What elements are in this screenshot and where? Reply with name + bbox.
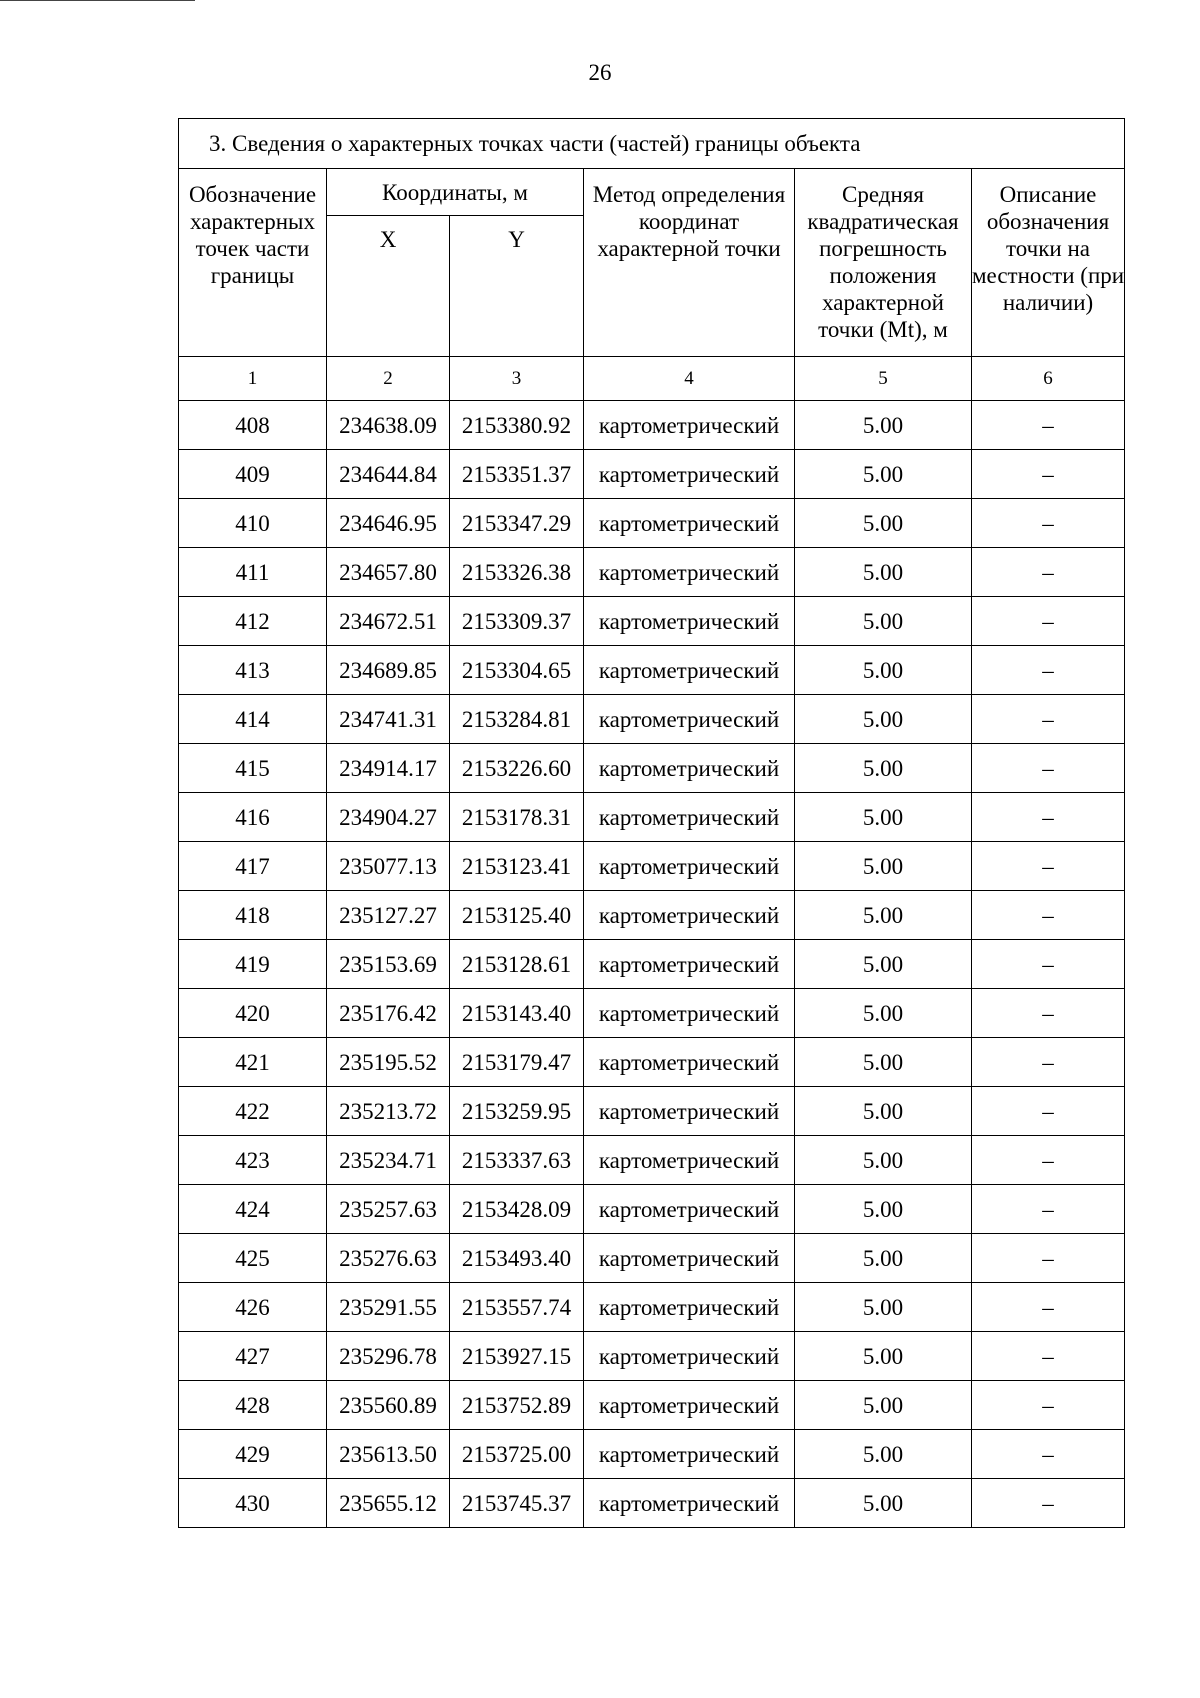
y-coordinate-cell: 2153178.31 [450, 793, 584, 842]
y-coordinate-cell: 2153493.40 [450, 1234, 584, 1283]
error-cell: 5.00 [795, 891, 972, 940]
error-cell: 5.00 [795, 548, 972, 597]
x-coordinate-cell: 235153.69 [327, 940, 450, 989]
x-coordinate-cell: 235176.42 [327, 989, 450, 1038]
column-number: 3 [450, 357, 584, 401]
y-coordinate-cell: 2153428.09 [450, 1185, 584, 1234]
x-coordinate-cell: 234638.09 [327, 401, 450, 450]
table-row [179, 499, 1125, 548]
table-row [179, 793, 1125, 842]
table-row [179, 1479, 1125, 1528]
x-coordinate-cell: 234646.95 [327, 499, 450, 548]
point-id-cell: 428 [179, 1381, 327, 1430]
error-cell: 5.00 [795, 1038, 972, 1087]
x-coordinate-cell: 235276.63 [327, 1234, 450, 1283]
table-row [179, 401, 1125, 450]
header-method: Метод определения координат характерной точки [584, 169, 795, 357]
table-row [179, 940, 1125, 989]
table-row [179, 1038, 1125, 1087]
description-cell: – [972, 1430, 1125, 1479]
method-cell: картометрический [584, 793, 795, 842]
description-cell: – [972, 401, 1125, 450]
y-coordinate-cell: 2153380.92 [450, 401, 584, 450]
y-coordinate-cell: 2153557.74 [450, 1283, 584, 1332]
description-cell: – [972, 842, 1125, 891]
table-row [179, 450, 1125, 499]
x-coordinate-cell: 235296.78 [327, 1332, 450, 1381]
error-cell: 5.00 [795, 1430, 972, 1479]
error-cell: 5.00 [795, 1283, 972, 1332]
y-coordinate-cell: 2153259.95 [450, 1087, 584, 1136]
y-coordinate-cell: 2153125.40 [450, 891, 584, 940]
table-row [179, 597, 1125, 646]
point-id-cell: 425 [179, 1234, 327, 1283]
error-cell: 5.00 [795, 1087, 972, 1136]
error-cell: 5.00 [795, 940, 972, 989]
x-coordinate-cell: 235257.63 [327, 1185, 450, 1234]
error-cell: 5.00 [795, 1234, 972, 1283]
error-cell: 5.00 [795, 989, 972, 1038]
method-cell: картометрический [584, 597, 795, 646]
description-cell: – [972, 548, 1125, 597]
point-id-cell: 410 [179, 499, 327, 548]
description-cell: – [972, 695, 1125, 744]
point-id-cell: 420 [179, 989, 327, 1038]
point-id-cell: 412 [179, 597, 327, 646]
y-coordinate-cell: 2153143.40 [450, 989, 584, 1038]
y-coordinate-cell: 2153284.81 [450, 695, 584, 744]
description-cell: – [972, 499, 1125, 548]
method-cell: картометрический [584, 548, 795, 597]
table-row [179, 1381, 1125, 1430]
point-id-cell: 430 [179, 1479, 327, 1528]
x-coordinate-cell: 234644.84 [327, 450, 450, 499]
header-description: Описание обозначения точки на местности (при наличии) [972, 169, 1125, 357]
error-cell: 5.00 [795, 499, 972, 548]
y-coordinate-cell: 2153304.65 [450, 646, 584, 695]
error-cell: 5.00 [795, 842, 972, 891]
y-coordinate-cell: 2153752.89 [450, 1381, 584, 1430]
point-id-cell: 418 [179, 891, 327, 940]
method-cell: картометрический [584, 646, 795, 695]
header-designation: Обозначение характерных точек части границы [179, 169, 327, 357]
point-id-cell: 421 [179, 1038, 327, 1087]
x-coordinate-cell: 234914.17 [327, 744, 450, 793]
table-row [179, 744, 1125, 793]
point-id-cell: 426 [179, 1283, 327, 1332]
x-coordinate-cell: 235613.50 [327, 1430, 450, 1479]
point-id-cell: 416 [179, 793, 327, 842]
point-id-cell: 413 [179, 646, 327, 695]
x-coordinate-cell: 235291.55 [327, 1283, 450, 1332]
y-coordinate-cell: 2153326.38 [450, 548, 584, 597]
x-coordinate-cell: 234689.85 [327, 646, 450, 695]
error-cell: 5.00 [795, 401, 972, 450]
point-id-cell: 422 [179, 1087, 327, 1136]
method-cell: картометрический [584, 1479, 795, 1528]
x-coordinate-cell: 234657.80 [327, 548, 450, 597]
header-coordinates: Координаты, м [327, 169, 584, 216]
point-id-cell: 408 [179, 401, 327, 450]
y-coordinate-cell: 2153337.63 [450, 1136, 584, 1185]
y-coordinate-cell: 2153351.37 [450, 450, 584, 499]
table-row [179, 695, 1125, 744]
table-row [179, 842, 1125, 891]
header-row-1 [179, 169, 1125, 216]
header-x: X [327, 216, 450, 357]
error-cell: 5.00 [795, 695, 972, 744]
table-row [179, 548, 1125, 597]
method-cell: картометрический [584, 989, 795, 1038]
y-coordinate-cell: 2153309.37 [450, 597, 584, 646]
method-cell: картометрический [584, 891, 795, 940]
section-title: 3. Сведения о характерных точках части (частей) границы объекта [179, 119, 1125, 169]
description-cell: – [972, 793, 1125, 842]
column-number: 1 [179, 357, 327, 401]
point-id-cell: 417 [179, 842, 327, 891]
error-cell: 5.00 [795, 793, 972, 842]
section-title-row [179, 119, 1125, 169]
y-coordinate-cell: 2153123.41 [450, 842, 584, 891]
table-row [179, 1185, 1125, 1234]
error-cell: 5.00 [795, 744, 972, 793]
table-row [179, 989, 1125, 1038]
y-coordinate-cell: 2153226.60 [450, 744, 584, 793]
method-cell: картометрический [584, 1283, 795, 1332]
description-cell: – [972, 597, 1125, 646]
column-number: 6 [972, 357, 1125, 401]
table-row [179, 891, 1125, 940]
point-id-cell: 415 [179, 744, 327, 793]
table-row [179, 1087, 1125, 1136]
point-id-cell: 414 [179, 695, 327, 744]
error-cell: 5.00 [795, 646, 972, 695]
error-cell: 5.00 [795, 1332, 972, 1381]
x-coordinate-cell: 234741.31 [327, 695, 450, 744]
table-row [179, 1332, 1125, 1381]
y-coordinate-cell: 2153347.29 [450, 499, 584, 548]
column-number: 4 [584, 357, 795, 401]
error-cell: 5.00 [795, 1381, 972, 1430]
method-cell: картометрический [584, 1185, 795, 1234]
method-cell: картометрический [584, 1381, 795, 1430]
description-cell: – [972, 1185, 1125, 1234]
y-coordinate-cell: 2153179.47 [450, 1038, 584, 1087]
error-cell: 5.00 [795, 1185, 972, 1234]
table-row [179, 646, 1125, 695]
characteristic-points-table [178, 118, 1125, 1528]
header-error: Средняя квадратическая погрешность положения характерной точки (Mt), м [795, 169, 972, 357]
x-coordinate-cell: 235655.12 [327, 1479, 450, 1528]
header-y: Y [450, 216, 584, 357]
method-cell: картометрический [584, 401, 795, 450]
method-cell: картометрический [584, 940, 795, 989]
column-number: 5 [795, 357, 972, 401]
point-id-cell: 424 [179, 1185, 327, 1234]
method-cell: картометрический [584, 744, 795, 793]
x-coordinate-cell: 235213.72 [327, 1087, 450, 1136]
method-cell: картометрический [584, 695, 795, 744]
table-row [179, 1283, 1125, 1332]
x-coordinate-cell: 235077.13 [327, 842, 450, 891]
point-id-cell: 419 [179, 940, 327, 989]
x-coordinate-cell: 235560.89 [327, 1381, 450, 1430]
description-cell: – [972, 891, 1125, 940]
description-cell: – [972, 940, 1125, 989]
description-cell: – [972, 1479, 1125, 1528]
description-cell: – [972, 1381, 1125, 1430]
error-cell: 5.00 [795, 597, 972, 646]
error-cell: 5.00 [795, 1136, 972, 1185]
method-cell: картометрический [584, 1430, 795, 1479]
description-cell: – [972, 1136, 1125, 1185]
x-coordinate-cell: 234672.51 [327, 597, 450, 646]
description-cell: – [972, 989, 1125, 1038]
method-cell: картометрический [584, 1087, 795, 1136]
description-cell: – [972, 450, 1125, 499]
point-id-cell: 411 [179, 548, 327, 597]
description-cell: – [972, 744, 1125, 793]
x-coordinate-cell: 235234.71 [327, 1136, 450, 1185]
column-number: 2 [327, 357, 450, 401]
error-cell: 5.00 [795, 450, 972, 499]
x-coordinate-cell: 234904.27 [327, 793, 450, 842]
description-cell: – [972, 1234, 1125, 1283]
method-cell: картометрический [584, 1234, 795, 1283]
description-cell: – [972, 646, 1125, 695]
method-cell: картометрический [584, 1136, 795, 1185]
method-cell: картометрический [584, 842, 795, 891]
description-cell: – [972, 1087, 1125, 1136]
point-id-cell: 423 [179, 1136, 327, 1185]
description-cell: – [972, 1332, 1125, 1381]
table-row [179, 1430, 1125, 1479]
method-cell: картометрический [584, 450, 795, 499]
x-coordinate-cell: 235195.52 [327, 1038, 450, 1087]
scan-edge-line [0, 0, 195, 2]
x-coordinate-cell: 235127.27 [327, 891, 450, 940]
table-row [179, 1136, 1125, 1185]
error-cell: 5.00 [795, 1479, 972, 1528]
y-coordinate-cell: 2153128.61 [450, 940, 584, 989]
method-cell: картометрический [584, 1332, 795, 1381]
description-cell: – [972, 1283, 1125, 1332]
method-cell: картометрический [584, 499, 795, 548]
y-coordinate-cell: 2153745.37 [450, 1479, 584, 1528]
description-cell: – [972, 1038, 1125, 1087]
column-number-row [179, 357, 1125, 401]
point-id-cell: 409 [179, 450, 327, 499]
point-id-cell: 429 [179, 1430, 327, 1479]
page-number: 26 [588, 60, 612, 85]
y-coordinate-cell: 2153927.15 [450, 1332, 584, 1381]
method-cell: картометрический [584, 1038, 795, 1087]
point-id-cell: 427 [179, 1332, 327, 1381]
y-coordinate-cell: 2153725.00 [450, 1430, 584, 1479]
table-row [179, 1234, 1125, 1283]
